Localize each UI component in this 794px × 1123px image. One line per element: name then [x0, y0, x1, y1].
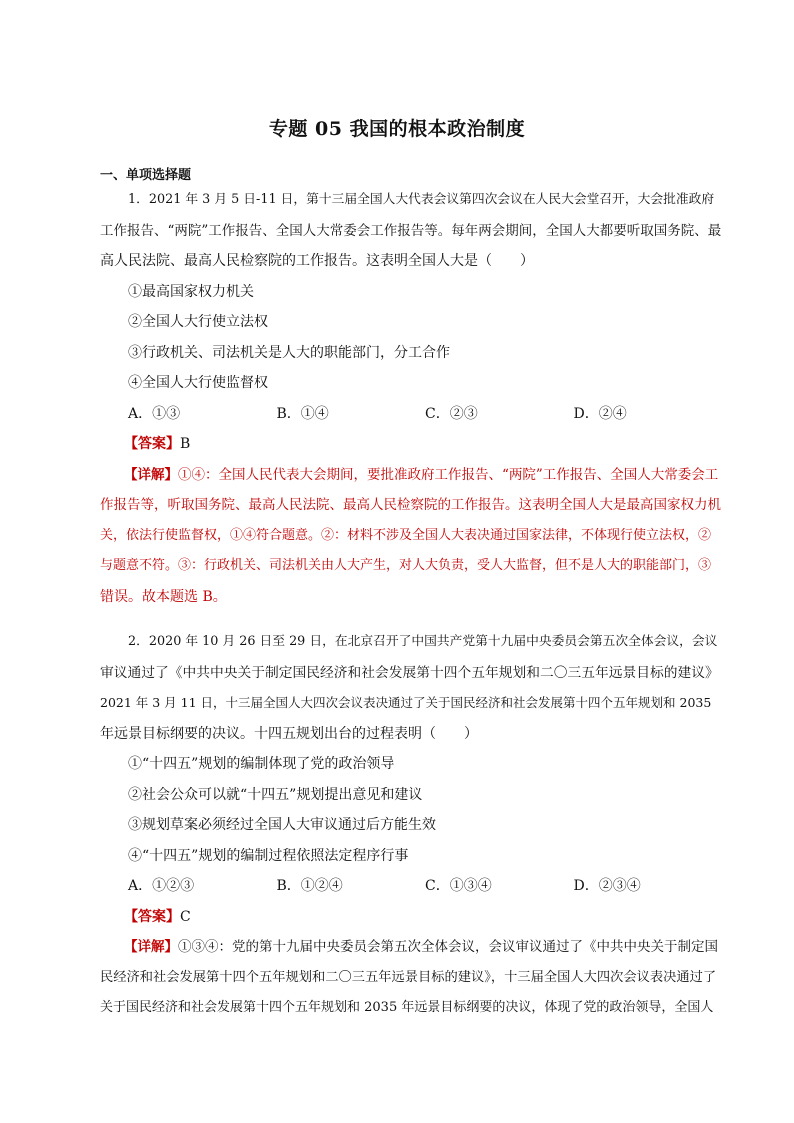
choice-d: D．②③④	[573, 878, 641, 894]
question-2-option: ③规划草案必须经过全国人大审议通过后方能生效	[128, 817, 436, 833]
question-1-option: ③行政机关、司法机关是人大的职能部门，分工合作	[128, 344, 450, 361]
question-1-option: ②全国人大行使立法权	[128, 314, 268, 330]
detail-line: 关于国民经济和社会发展第十四个五年规划和 2035 年远景目标纲要的决议，体现了党的政治领导，全国人	[100, 1000, 714, 1015]
choice-b: B．①②④	[276, 878, 343, 894]
choice-a: A．①③	[128, 405, 181, 422]
choice-a: A．①②③	[128, 878, 195, 894]
choice-c: C．①③④	[425, 878, 492, 894]
question-2-stem-line: 2．2020 年 10 月 26 日至 29 日，在北京召开了中国共产党第十九届中央委员会第五次全体会议，会议	[128, 634, 718, 649]
question-2-stem-line: 审议通过了《中共中央关于制定国民经济和社会发展第十四个五年规划和二〇三五年远景目标的建议》	[100, 664, 719, 681]
page-title: 专题 05 我国的根本政治制度	[268, 118, 526, 140]
question-1-stem-line: 1．2021 年 3 月 5 日-11 日，第十三届全国人大代表会议第四次会议在人民大会堂召开，大会批准政府	[128, 192, 715, 207]
detail-line: 民经济和社会发展第十四个五年规划和二〇三五年远景目标的建议》，十三届全国人大四次会议表决通过了	[100, 969, 717, 985]
answer-tag: 【答案】	[124, 908, 180, 925]
choice-d: D．②④	[573, 405, 627, 422]
detail-line: 与题意不符。③：行政机关、司法机关由人大产生，对人大负责，受人大监督，但不是人大的职能部门，③	[100, 558, 712, 573]
question-1-option: ①最高国家权力机关	[128, 283, 254, 300]
question-1-choices	[100, 399, 722, 430]
question-2-stem-line: 年远景目标纲要的决议。十四五规划出台的过程表明（ ）	[100, 725, 478, 742]
detail-line	[100, 932, 722, 963]
detail-line: 错误。故本题选 B。	[100, 588, 227, 605]
detail-line: 作报告等，听取国务院、最高人民法院、最高人民检察院的工作报告。这表明全国人大是最高国家权力机	[100, 497, 721, 513]
question-1-detail	[100, 460, 722, 613]
question-2-detail	[100, 932, 722, 1024]
question-1	[100, 185, 722, 612]
question-2-choices	[100, 871, 722, 902]
question-2-option: ②社会公众可以就“十四五”规划提出意见和建议	[128, 786, 423, 803]
question-1-stem-line: 工作报告、“两院”工作报告、全国人大常委会工作报告等。每年两会期间，全国人大都要听取国务院、最	[100, 222, 722, 239]
question-2-option: ①“十四五”规划的编制体现了党的政治领导	[128, 756, 395, 772]
question-1-stem-line: 高人民法院、最高人民检察院的工作报告。这表明全国人大是（ ）	[100, 253, 534, 269]
answer-value: B	[180, 436, 191, 452]
question-2-stem-line: 2021 年 3 月 11 日，十三届全国人大四次会议表决通过了关于国民经济和社会发展第十四个五年规划和 2035	[100, 695, 712, 710]
choice-b: B．①④	[276, 405, 329, 422]
detail-text: ①③④：党的第十九届中央委员会第五次全体会议，会议审议通过了《中共中央关于制定国	[178, 939, 718, 955]
question-1-answer	[100, 429, 722, 460]
choice-c: C．②③	[425, 405, 478, 422]
section-heading: 一、单项选择题	[100, 168, 192, 183]
detail-tag: 【详解】	[124, 466, 178, 483]
question-1-option: ④全国人大行使监督权	[128, 375, 268, 391]
detail-line: 关，依法行使监督权，①④符合题意。②：材料不涉及全国人大表决通过国家法律，不体现行使立法权，②	[100, 527, 712, 543]
detail-text: ①④：全国人民代表大会期间，要批准政府工作报告、“两院”工作报告、全国人大常委会工	[178, 466, 719, 483]
question-2-option: ④“十四五”规划的编制过程依照法定程序行事	[128, 847, 409, 864]
answer-value: C	[180, 908, 191, 925]
detail-line	[100, 460, 722, 491]
question-2-answer	[100, 902, 722, 933]
question-2	[100, 627, 722, 1024]
detail-tag: 【详解】	[124, 939, 178, 955]
answer-tag: 【答案】	[124, 436, 180, 452]
